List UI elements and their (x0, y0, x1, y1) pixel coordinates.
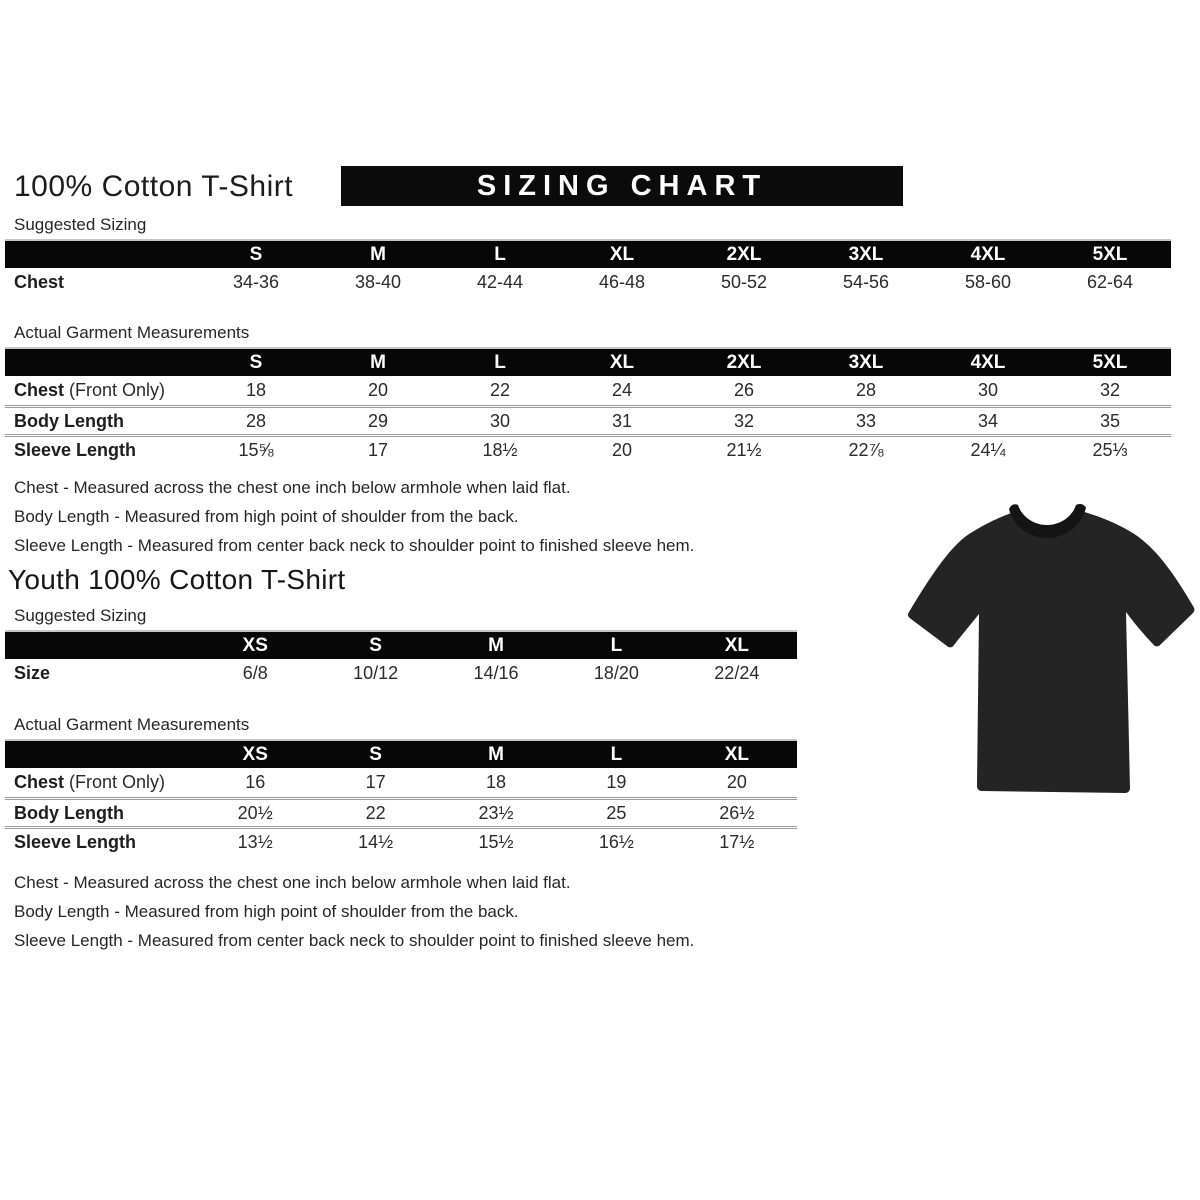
row-label (5, 440, 195, 461)
column-header-l: L (610, 634, 623, 656)
adult-actual-header-row (5, 349, 1171, 376)
cell-value: 26 (733, 380, 755, 400)
cell-value: 58-60 (964, 272, 1012, 292)
cell-value: 22 (365, 802, 386, 823)
note-sleeve: Sleeve Length - Measured from center back neck to shoulder point to finished sleeve hem. (14, 536, 695, 555)
adult-suggested-table (5, 239, 1171, 297)
table-row-chest (5, 768, 797, 797)
cell-value: 29 (367, 410, 389, 431)
row-label-text: Sleeve Length (14, 831, 137, 852)
cell-value: 19 (606, 772, 627, 792)
column-header-s: S (249, 243, 263, 265)
row-label-text: Body Length (14, 802, 124, 823)
row-label-text: Body Length (14, 410, 124, 431)
cell-value: 22/24 (714, 663, 760, 683)
sizing-chart-banner (341, 166, 903, 206)
column-header-xs: XS (242, 634, 268, 656)
row-label-suffix: (Front Only) (69, 380, 166, 400)
column-header-xs: XS (242, 743, 268, 765)
column-header-4xl: 4XL (970, 351, 1006, 373)
cell-value: 6/8 (242, 663, 268, 683)
column-header-5xl: 5XL (1092, 243, 1128, 265)
cell-value: 38-40 (354, 272, 402, 292)
row-label (5, 411, 195, 432)
cell-value: 28 (245, 410, 267, 431)
cell-value: 15⅝ (238, 439, 274, 460)
cell-value: 23½ (478, 802, 514, 823)
column-header-5xl: 5XL (1092, 351, 1128, 373)
cell-value: 26½ (719, 802, 755, 823)
cell-value: 24 (611, 380, 633, 400)
column-header-xl: XL (609, 351, 635, 373)
youth-actual-table (5, 739, 797, 855)
note-chest: Chest - Measured across the chest one inch below armhole when laid flat. (14, 873, 571, 892)
column-header-s: S (369, 743, 382, 765)
cell-value: 62-64 (1086, 272, 1134, 292)
cell-value: 32 (1099, 380, 1121, 400)
tshirt-illustration (897, 498, 1197, 798)
cell-value: 25⅓ (1092, 439, 1128, 460)
row-label-text: Sleeve Length (14, 439, 137, 460)
cell-value: 22⅞ (848, 439, 884, 460)
cell-value: 25 (606, 802, 627, 823)
cell-value: 20 (611, 439, 633, 460)
cell-value: 32 (733, 410, 755, 431)
table-row-body-length (5, 405, 1171, 434)
row-label-suffix: (Front Only) (69, 772, 166, 792)
table-row-chest (5, 376, 1171, 405)
column-header-m: M (370, 243, 386, 265)
cell-value: 30 (489, 410, 511, 431)
youth-section-title: Youth 100% Cotton T-Shirt (8, 564, 346, 595)
row-label-text: Size (14, 663, 51, 683)
cell-value: 18/20 (593, 663, 639, 683)
cell-value: 17 (367, 439, 389, 460)
cell-value: 46-48 (598, 272, 646, 292)
row-label (5, 380, 195, 401)
column-header-m: M (488, 634, 504, 656)
row-label (5, 803, 195, 824)
adult-suggested-header-row (5, 241, 1171, 268)
cell-value: 16 (245, 772, 266, 792)
column-header-2xl: 2XL (726, 243, 762, 265)
column-header-xl: XL (609, 243, 635, 265)
column-header-3xl: 3XL (848, 243, 884, 265)
row-label (5, 772, 195, 793)
banner-text: SIZING CHART (476, 169, 768, 202)
cell-value: 13½ (237, 831, 273, 852)
column-header-4xl: 4XL (970, 243, 1006, 265)
cell-value: 35 (1099, 410, 1121, 431)
tshirt-product-image (897, 498, 1197, 798)
cell-value: 54-56 (842, 272, 890, 292)
tshirt-body (908, 511, 1194, 793)
adult-actual-label: Actual Garment Measurements (14, 323, 250, 342)
column-header-l: L (610, 743, 623, 765)
cell-value: 17 (365, 772, 386, 792)
cell-value: 20½ (237, 802, 273, 823)
youth-measurement-notes (14, 868, 1175, 955)
row-label-text: Chest (14, 272, 65, 292)
table-row-chest (5, 268, 1171, 297)
cell-value: 10/12 (353, 663, 399, 683)
column-header-xl: XL (724, 743, 749, 765)
column-header-m: M (370, 351, 386, 373)
cell-value: 21½ (726, 439, 762, 460)
page-title: 100% Cotton T-Shirt (14, 170, 294, 203)
table-row-body-length (5, 797, 797, 826)
cell-value: 18½ (482, 439, 518, 460)
youth-suggested-table (5, 630, 797, 688)
row-label (5, 832, 195, 853)
note-body: Body Length - Measured from high point of shoulder from the back. (14, 507, 519, 526)
cell-value: 14/16 (473, 663, 519, 683)
cell-value: 20 (367, 380, 389, 400)
column-header-2xl: 2XL (726, 351, 762, 373)
table-row-sleeve-length (5, 826, 797, 855)
row-label (5, 272, 195, 293)
cell-value: 33 (855, 410, 877, 431)
row-label-text: Chest (14, 772, 65, 792)
column-header-s: S (249, 351, 263, 373)
cell-value: 42-44 (476, 272, 524, 292)
note-body: Body Length - Measured from high point of shoulder from the back. (14, 902, 519, 921)
cell-value: 34-36 (232, 272, 280, 292)
youth-suggested-header-row (5, 632, 797, 659)
youth-actual-header-row (5, 741, 797, 768)
column-header-s: S (369, 634, 382, 656)
table-row-sleeve-length (5, 434, 1171, 463)
adult-suggested-label: Suggested Sizing (14, 215, 147, 234)
column-header-xl: XL (724, 634, 749, 656)
cell-value: 17½ (719, 831, 755, 852)
cell-value: 18 (486, 772, 507, 792)
cell-value: 28 (855, 380, 877, 400)
cell-value: 16½ (598, 831, 634, 852)
youth-actual-label: Actual Garment Measurements (14, 715, 250, 734)
cell-value: 15½ (478, 831, 514, 852)
column-header-m: M (488, 743, 504, 765)
cell-value: 30 (977, 380, 999, 400)
youth-suggested-label: Suggested Sizing (14, 606, 147, 625)
note-chest: Chest - Measured across the chest one inch below armhole when laid flat. (14, 478, 571, 497)
cell-value: 50-52 (720, 272, 768, 292)
cell-value: 20 (726, 772, 747, 792)
header-row (5, 166, 1175, 207)
adult-actual-table (5, 347, 1171, 463)
column-header-3xl: 3XL (848, 351, 884, 373)
cell-value: 31 (611, 410, 633, 431)
row-label-text: Chest (14, 380, 65, 400)
cell-value: 34 (977, 410, 999, 431)
table-row-size (5, 659, 797, 688)
column-header-l: L (494, 243, 506, 265)
cell-value: 24¼ (970, 439, 1006, 460)
cell-value: 14½ (358, 831, 394, 852)
cell-value: 18 (245, 380, 267, 400)
column-header-l: L (494, 351, 506, 373)
note-sleeve: Sleeve Length - Measured from center back neck to shoulder point to finished sleeve hem. (14, 931, 695, 950)
row-label (5, 663, 195, 684)
cell-value: 22 (489, 380, 511, 400)
